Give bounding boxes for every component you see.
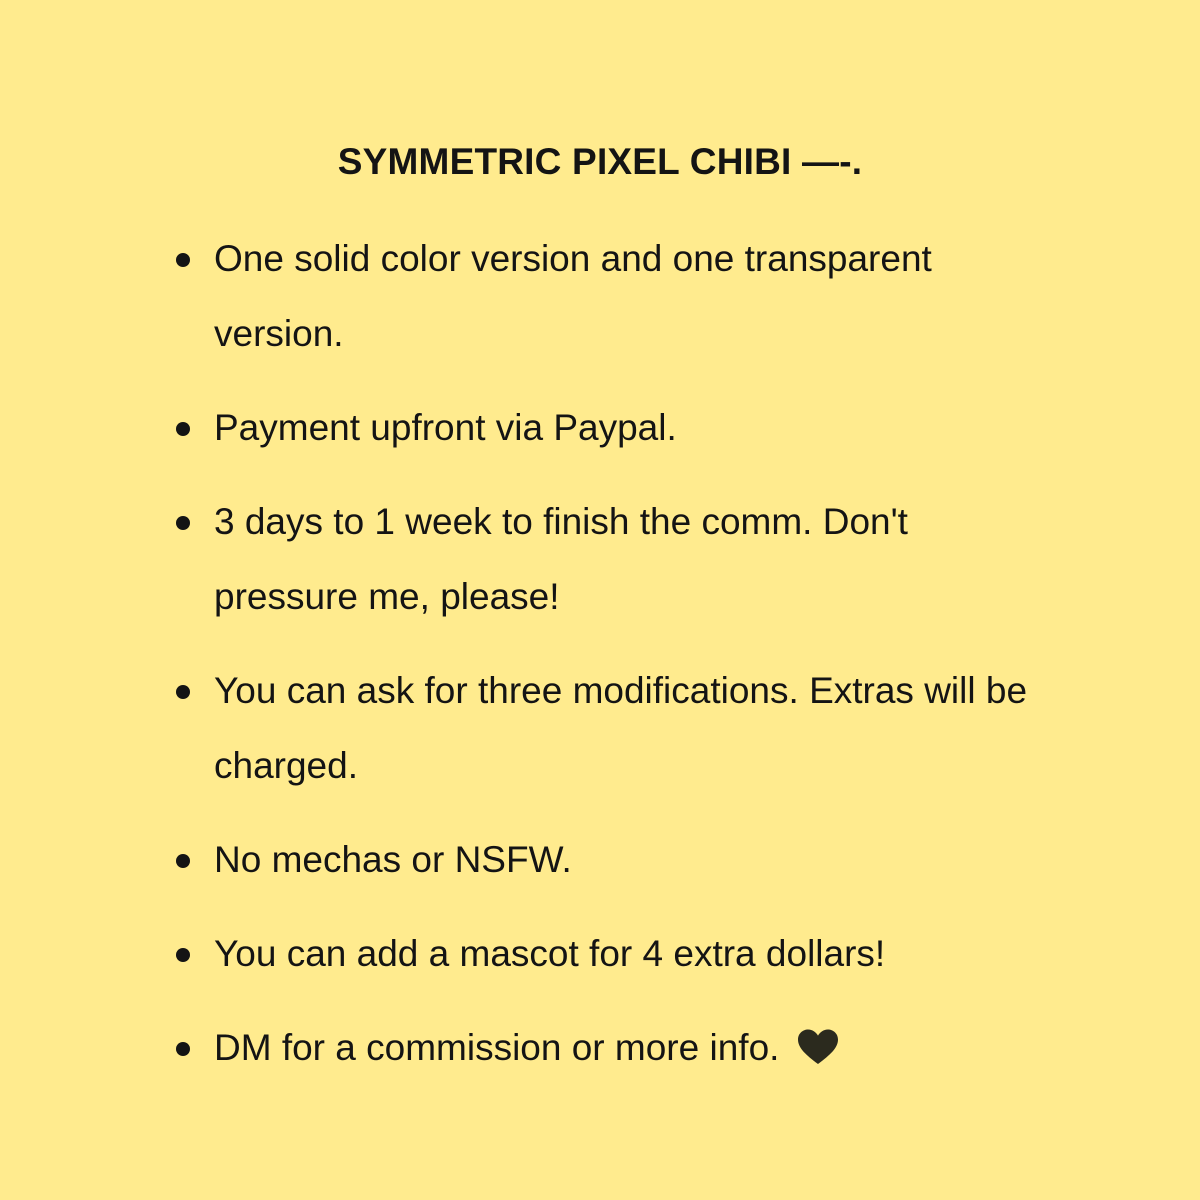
list-item bbox=[0, 822, 1054, 897]
list-item bbox=[0, 484, 1054, 634]
bullet-icon bbox=[176, 1042, 190, 1056]
bullet-icon bbox=[176, 854, 190, 868]
rule-text: 3 days to 1 week to finish the comm. Don't pressure me, please! bbox=[214, 501, 908, 617]
list-item bbox=[0, 653, 1054, 803]
rule-text: Payment upfront via Paypal. bbox=[214, 407, 677, 448]
list-item bbox=[0, 221, 1054, 371]
list-item bbox=[0, 1010, 1054, 1085]
rule-text: No mechas or NSFW. bbox=[214, 839, 572, 880]
rule-text: One solid color version and one transparent version. bbox=[214, 238, 932, 354]
list-item bbox=[0, 916, 1054, 991]
bullet-icon bbox=[176, 422, 190, 436]
bullet-icon bbox=[176, 253, 190, 267]
rule-text: DM for a commission or more info. bbox=[214, 1027, 780, 1068]
bullet-icon bbox=[176, 948, 190, 962]
page-title: SYMMETRIC PIXEL CHIBI —-. bbox=[337, 141, 863, 182]
rule-text: You can add a mascot for 4 extra dollars! bbox=[214, 933, 886, 974]
rule-text: You can ask for three modifications. Extras will be charged. bbox=[214, 670, 1028, 786]
black-heart-icon bbox=[796, 1016, 840, 1054]
bullet-icon bbox=[176, 685, 190, 699]
bullet-icon bbox=[176, 516, 190, 530]
list-item bbox=[0, 390, 1054, 465]
rules-list bbox=[0, 221, 1200, 1104]
